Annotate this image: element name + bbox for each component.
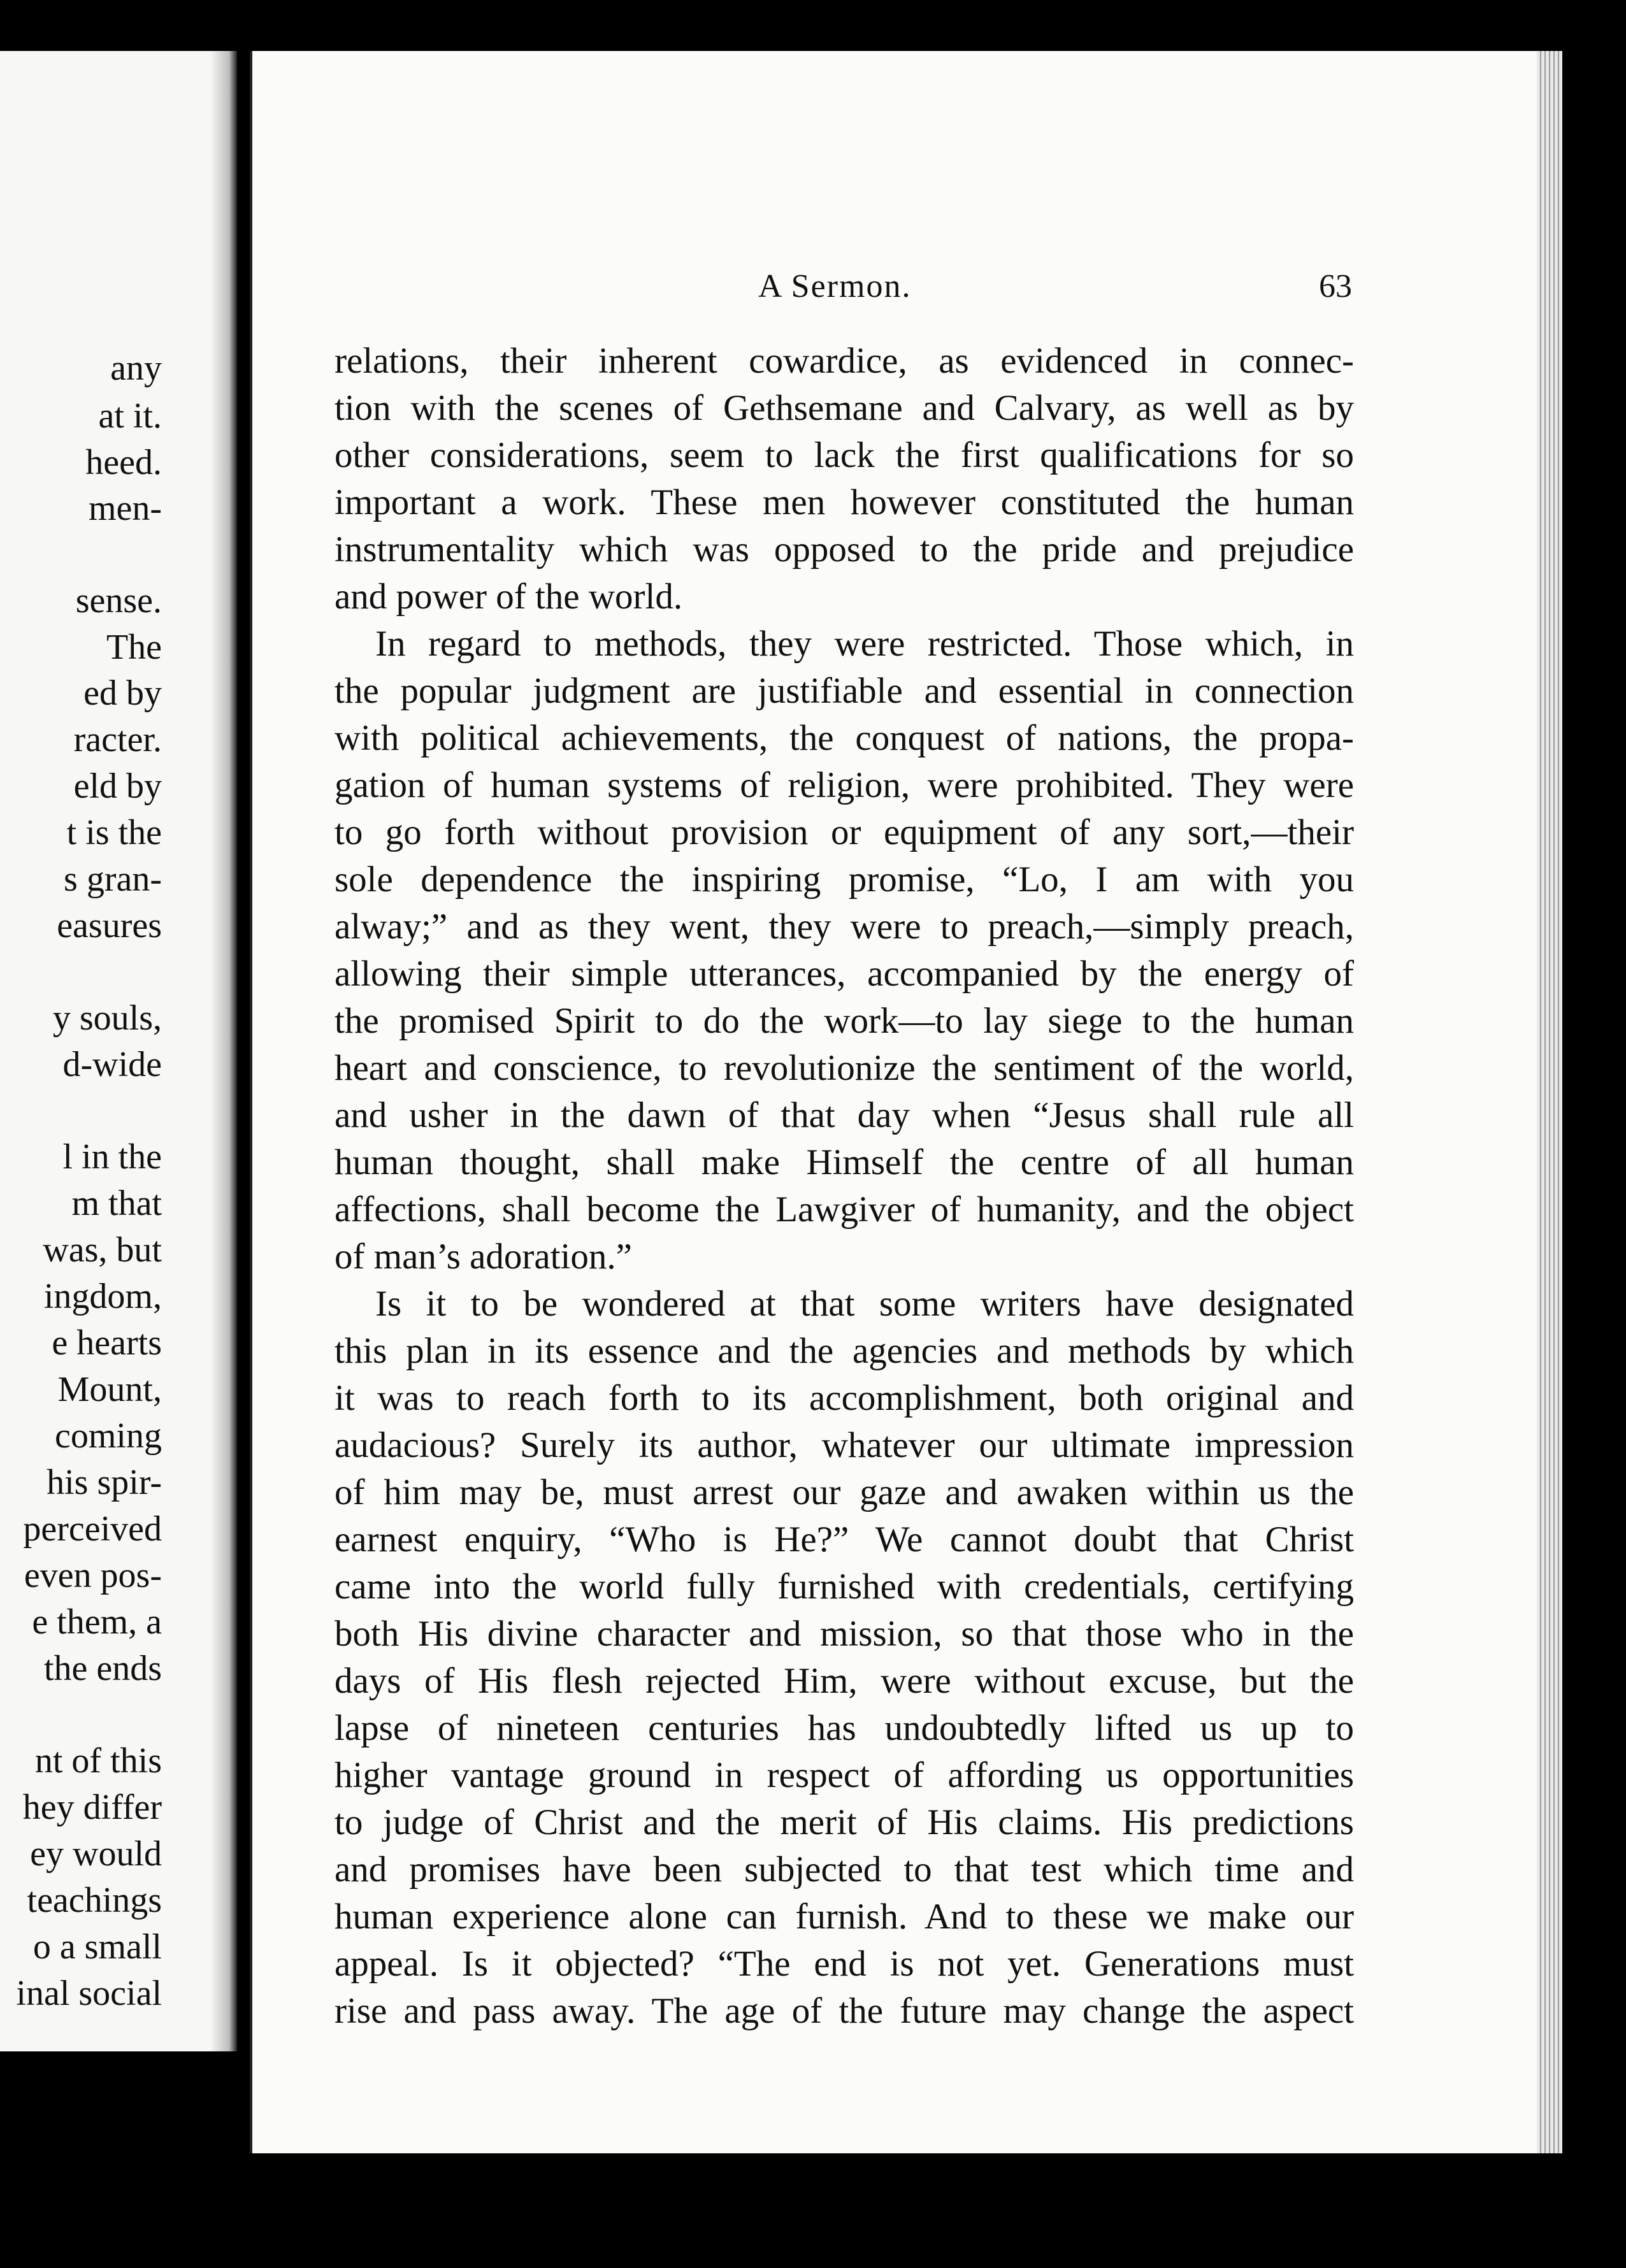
fragment-line: l in the <box>62 1137 162 1177</box>
fragment-line: y souls, <box>52 998 162 1038</box>
text-line: relations, their inherent cowardice, as evidenced in connec- <box>335 341 1354 381</box>
fragment-line: Mount, <box>57 1370 162 1409</box>
text-line: sole dependence the inspiring promise, “Lo, I am with you <box>335 859 1354 900</box>
fragment-line: t is the <box>66 813 162 852</box>
text-line: human thought, shall make Himself the centre of all human <box>335 1142 1354 1182</box>
text-line: rise and pass away. The age of the future may change the aspect <box>335 1991 1354 2031</box>
fragment-line: nt of this <box>34 1741 162 1781</box>
text-line: gation of human systems of religion, were prohibited. They were <box>335 765 1354 805</box>
text-line: with political achievements, the conquest of nations, the propa- <box>335 718 1354 758</box>
text-line: alway;” and as they went, they were to preach,—simply preach, <box>335 907 1354 947</box>
text-line: of man’s adoration.” <box>335 1237 632 1277</box>
fragment-line: e hearts <box>52 1323 162 1363</box>
text-line: allowing their simple utterances, accompanied by the energy of <box>335 954 1354 994</box>
fragment-line: men- <box>88 489 162 528</box>
text-line: the promised Spirit to do the work—to lay siege to the human <box>335 1001 1354 1041</box>
text-line: earnest enquiry, “Who is He?” We cannot doubt that Christ <box>335 1519 1354 1560</box>
fragment-line: m that <box>71 1184 162 1223</box>
fragment-line: at it. <box>98 396 162 436</box>
text-line: lapse of nineteen centuries has undoubtedly lifted us up to <box>335 1708 1354 1748</box>
page-edges <box>1537 51 1562 2153</box>
fragment-line: his spir- <box>47 1463 162 1502</box>
text-line: instrumentality which was opposed to the pride and prejudice <box>335 529 1354 570</box>
text-line: In regard to methods, they were restricted. Those which, in <box>375 624 1354 664</box>
fragment-line: ed by <box>83 673 162 713</box>
fragment-line: ey would <box>30 1834 162 1874</box>
text-line: of him may be, must arrest our gaze and awaken within us the <box>335 1472 1354 1512</box>
text-line: to go forth without provision or equipment of any sort,—their <box>335 812 1354 852</box>
text-line: it was to reach forth to its accomplishment, both original and <box>335 1378 1354 1418</box>
text-line: important a work. These men however constituted the human <box>335 482 1354 522</box>
text-line: to judge of Christ and the merit of His claims. His predictions <box>335 1802 1354 1842</box>
fragment-line: racter. <box>73 720 162 759</box>
text-line: human experience alone can furnish. And to these we make our <box>335 1897 1354 1937</box>
fragment-line: the ends <box>43 1649 162 1688</box>
fragment-line: easures <box>57 906 162 945</box>
fragment-line: hey differ <box>22 1788 162 1827</box>
fragment-line: any <box>110 348 162 388</box>
text-line: and usher in the dawn of that day when “Jesus shall rule all <box>335 1095 1354 1135</box>
fragment-line: perceived <box>23 1509 162 1549</box>
fragment-line: was, but <box>43 1230 162 1270</box>
text-line: the popular judgment are justifiable and essential in connection <box>335 671 1354 711</box>
fragment-line: e them, a <box>32 1602 162 1642</box>
fragment-line: s gran- <box>64 859 162 899</box>
text-line: tion with the scenes of Gethsemane and Calvary, as well as by <box>335 388 1354 428</box>
fragment-line: ingdom, <box>43 1277 162 1316</box>
text-line: appeal. Is it objected? “The end is not yet. Generations must <box>335 1944 1354 1984</box>
text-line: both His divine character and mission, so that those who in the <box>335 1614 1354 1654</box>
book-gutter <box>210 51 237 2051</box>
fragment-line: eld by <box>73 766 162 806</box>
text-line: audacious? Surely its author, whatever our ultimate impression <box>335 1425 1354 1465</box>
fragment-line: coming <box>55 1416 162 1456</box>
page-number: 63 <box>1319 268 1352 305</box>
text-line: Is it to be wondered at that some writers have designated <box>375 1284 1354 1324</box>
text-line: this plan in its essence and the agencies and methods by which <box>335 1331 1354 1371</box>
fragment-line: d-wide <box>62 1045 162 1084</box>
fragment-line: teachings <box>27 1881 162 1920</box>
text-line: affections, shall become the Lawgiver of humanity, and the object <box>335 1189 1354 1230</box>
sermon-text <box>335 338 1354 2035</box>
fragment-line: even pos- <box>24 1556 162 1595</box>
text-line: higher vantage ground in respect of affording us opportunities <box>335 1755 1354 1795</box>
text-line: came into the world fully furnished with credentials, certifying <box>335 1567 1354 1607</box>
text-line: heart and conscience, to revolutionize the sentiment of the world, <box>335 1048 1354 1088</box>
fragment-line: The <box>106 628 162 667</box>
text-line: days of His flesh rejected Him, were without excuse, but the <box>335 1661 1354 1701</box>
text-line: and power of the world. <box>335 577 683 617</box>
fragment-line: heed. <box>85 443 162 482</box>
fragment-line: inal social <box>16 1974 162 2013</box>
previous-page-fragment <box>0 51 237 2051</box>
text-line: other considerations, seem to lack the first qualifications for so <box>335 435 1354 475</box>
text-line: and promises have been subjected to that test which time and <box>335 1849 1354 1890</box>
fragment-line: o a small <box>32 1927 162 1967</box>
fragment-line: sense. <box>75 581 162 621</box>
running-head: A Sermon. <box>758 268 912 305</box>
